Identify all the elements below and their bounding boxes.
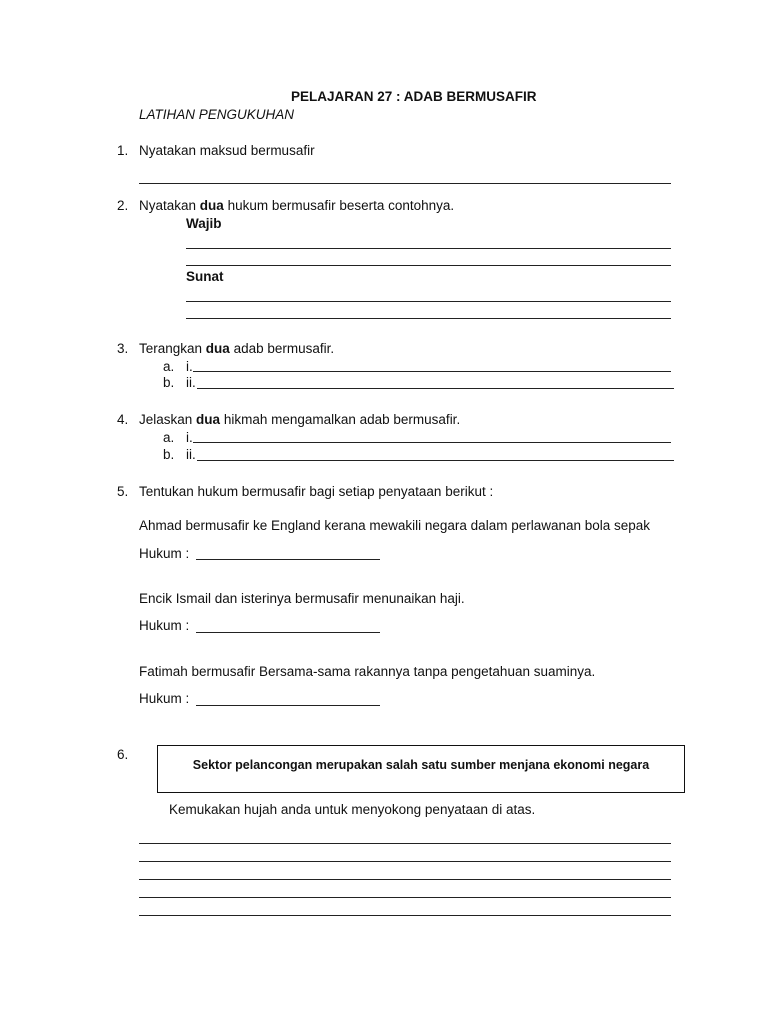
q3-item-a-line[interactable] (193, 371, 671, 372)
q6-answer-line-4[interactable] (139, 897, 671, 898)
q4-item-a-line[interactable] (193, 442, 671, 443)
q3-item-b-line[interactable] (197, 388, 674, 389)
q2-wajib-line-1[interactable] (186, 248, 671, 249)
q3-item-a-marker: a. (163, 359, 175, 374)
q6-text: Kemukakan hujah anda untuk menyokong penyataan di atas. (169, 802, 536, 817)
q5-hukum-line-1[interactable] (196, 559, 380, 560)
q3-item-b-roman: ii. (186, 375, 196, 390)
page-title: PELAJARAN 27 : ADAB BERMUSAFIR (291, 89, 537, 104)
q5-statement-1: Ahmad bermusafir ke England kerana mewakili negara dalam perlawanan bola sepak (139, 518, 651, 533)
q2-sunat-line-1[interactable] (186, 301, 671, 302)
q4-item-b-roman: ii. (186, 447, 196, 462)
q5-statement-2: Encik Ismail dan isterinya bermusafir menunaikan haji. (139, 591, 465, 606)
q2-number: 2. (117, 198, 129, 213)
q1-text: Nyatakan maksud bermusafir (139, 143, 315, 158)
q2-wajib-label: Wajib (186, 216, 222, 231)
q6-answer-line-3[interactable] (139, 879, 671, 880)
q3-item-a-roman: i. (186, 359, 193, 374)
q4-item-a-marker: a. (163, 430, 175, 445)
q5-hukum-label-2: Hukum : (139, 618, 190, 633)
q6-number: 6. (117, 747, 129, 762)
q4-item-a-roman: i. (186, 430, 193, 445)
q4-text: Jelaskan dua hikmah mengamalkan adab bermusafir. (139, 412, 461, 427)
q5-hukum-label-1: Hukum : (139, 546, 190, 561)
page-subtitle: LATIHAN PENGUKUHAN (139, 107, 295, 122)
q2-text: Nyatakan dua hukum bermusafir beserta contohnya. (139, 198, 455, 213)
q4-number: 4. (117, 412, 129, 427)
q2-sunat-line-2[interactable] (186, 318, 671, 319)
q5-hukum-line-2[interactable] (196, 632, 380, 633)
q6-answer-line-5[interactable] (139, 915, 671, 916)
q6-answer-line-2[interactable] (139, 861, 671, 862)
q5-number: 5. (117, 484, 129, 499)
q5-hukum-line-3[interactable] (196, 705, 380, 706)
q5-text: Tentukan hukum bermusafir bagi setiap penyataan berikut : (139, 484, 494, 499)
q3-number: 3. (117, 341, 129, 356)
q5-hukum-label-3: Hukum : (139, 691, 190, 706)
q6-statement-box (157, 745, 685, 793)
q6-statement-text: Sektor pelancongan merupakan salah satu sumber menjana ekonomi negara (192, 758, 650, 772)
q4-item-b-line[interactable] (197, 460, 674, 461)
q1-number: 1. (117, 143, 129, 158)
q3-text: Terangkan dua adab bermusafir. (139, 341, 335, 356)
q3-item-b-marker: b. (163, 375, 175, 390)
q5-statement-3: Fatimah bermusafir Bersama-sama rakannya tanpa pengetahuan suaminya. (139, 664, 596, 679)
q2-sunat-label: Sunat (186, 269, 224, 284)
q2-wajib-line-2[interactable] (186, 265, 671, 266)
q6-answer-line-1[interactable] (139, 843, 671, 844)
q4-item-b-marker: b. (163, 447, 175, 462)
q1-answer-line[interactable] (139, 183, 671, 184)
